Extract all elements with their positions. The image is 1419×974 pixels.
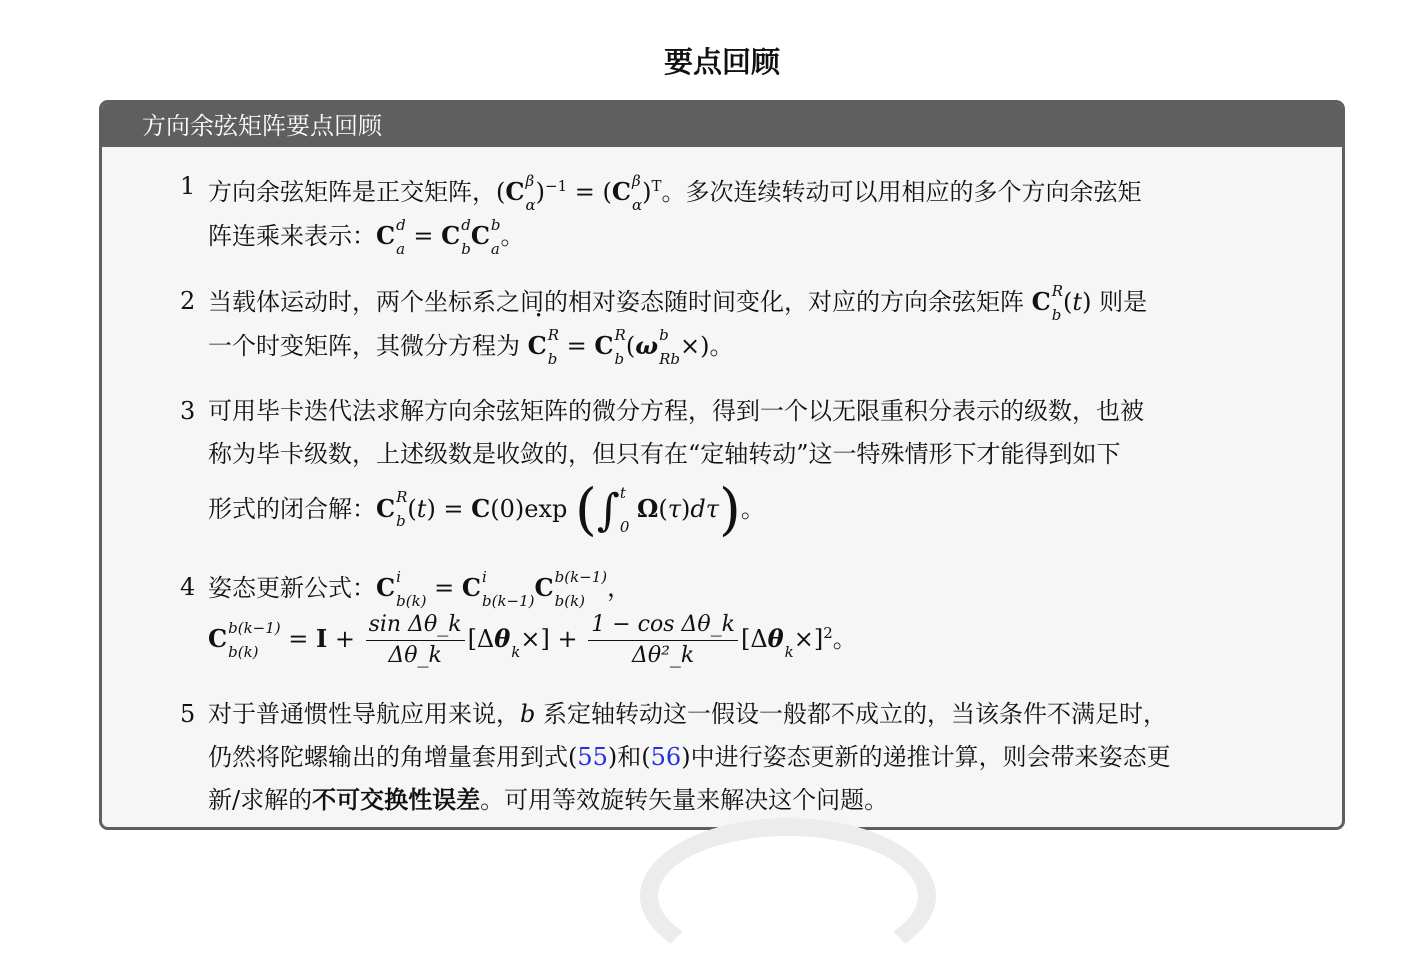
list-item xyxy=(180,390,1310,544)
superscript: −1 xyxy=(545,177,568,195)
upper-limit: t xyxy=(619,484,626,502)
math-base: C xyxy=(505,177,525,206)
text: 。 xyxy=(740,494,765,523)
scripts xyxy=(490,215,501,258)
text: = xyxy=(559,332,595,360)
superscript: b xyxy=(659,325,669,344)
integral-sign: ∫ xyxy=(596,484,620,536)
text: 称为毕卡级数，上述级数是收敛的，但只有在“定轴转动”这一特殊情形下才能得到如下 xyxy=(208,440,1121,468)
list-item xyxy=(180,165,1310,258)
superscript: β xyxy=(631,171,641,190)
text: = xyxy=(426,574,462,602)
subscript: b(k) xyxy=(554,591,586,610)
math-base: C xyxy=(534,573,554,602)
subscript: a xyxy=(490,239,500,258)
math-base: ˙ C xyxy=(528,324,547,367)
text: 方向余弦矩阵是正交矩阵，( xyxy=(208,178,506,206)
superscript: i xyxy=(396,567,401,586)
math-symbol xyxy=(376,488,408,530)
lower-limit: 0 xyxy=(619,518,630,536)
fraction xyxy=(366,610,465,671)
text: ×)。 xyxy=(679,332,734,360)
text: ( xyxy=(658,494,668,523)
text: ， xyxy=(607,574,632,602)
equation-link[interactable]: 56 xyxy=(650,743,682,771)
scripts xyxy=(461,215,471,258)
text: 。 xyxy=(500,222,525,250)
text: 。 xyxy=(832,625,857,653)
math-symbol xyxy=(611,171,643,214)
integral-limits xyxy=(620,476,630,544)
item-text xyxy=(208,700,1171,814)
scripts xyxy=(396,488,408,530)
text: 。多次连续转动可以用相应的多个方向余弦矩 xyxy=(661,178,1142,206)
emphasis: 不可交换性误差 xyxy=(312,786,481,814)
text: 系定轴转动这一假设一般都不成立的，当该条件不满足时， xyxy=(535,700,1168,728)
math-base: θ xyxy=(494,624,511,653)
list-item xyxy=(180,693,1310,822)
denominator: Δθ_k xyxy=(388,643,442,668)
page-title: 要点回顾 xyxy=(663,45,780,79)
scripts xyxy=(614,325,626,368)
superscript: R xyxy=(614,325,626,344)
item-text xyxy=(208,567,857,668)
text: + xyxy=(327,625,363,653)
math-italic: dτ xyxy=(690,494,720,523)
numerator: 1 − cos Δθ_k xyxy=(588,610,738,641)
scripts xyxy=(511,625,521,661)
item-text xyxy=(208,171,1142,258)
math-symbol xyxy=(527,325,560,368)
scripts xyxy=(396,215,406,258)
text: )中进行姿态更新的递推计算，则会带来姿态更 xyxy=(681,743,1171,771)
subscript: b xyxy=(1051,305,1062,324)
scripts xyxy=(547,325,560,368)
text: = ( xyxy=(567,178,612,206)
math-base: ω xyxy=(635,331,659,360)
math-base: C xyxy=(594,331,614,360)
superscript xyxy=(785,620,794,636)
text: 一个时变矩阵，其微分方程为 xyxy=(208,332,528,360)
math-base: C xyxy=(208,624,228,653)
superscript: β xyxy=(525,171,535,190)
scripts xyxy=(525,171,536,214)
math-symbol xyxy=(505,171,536,214)
scripts xyxy=(482,567,535,610)
big-paren: ( xyxy=(575,477,597,542)
math-symbol xyxy=(461,567,535,610)
superscript: b(k−1) xyxy=(554,567,608,586)
item-text xyxy=(208,397,1144,542)
math-symbol xyxy=(376,215,406,258)
math-base: C xyxy=(376,493,396,523)
superscript: b(k−1) xyxy=(228,618,281,637)
text: ) 则是 xyxy=(1082,288,1148,316)
math-base: C xyxy=(470,221,490,250)
math-base: C xyxy=(376,573,396,602)
math-base: C xyxy=(461,573,481,602)
text: 阵连乘来表示： xyxy=(208,222,376,250)
math-bold: I xyxy=(316,624,328,653)
scripts xyxy=(554,567,608,610)
text: 对于普通惯性导航应用来说， xyxy=(208,700,520,728)
math-base: C xyxy=(441,221,461,250)
text: ×] xyxy=(793,625,824,653)
text: = xyxy=(280,625,316,653)
text: ( xyxy=(407,494,417,523)
item-number: 1 xyxy=(180,172,196,200)
text: ) xyxy=(681,494,691,523)
text xyxy=(629,495,637,523)
text: [Δ xyxy=(467,625,495,653)
text: )和( xyxy=(607,743,651,771)
math-italic: t xyxy=(416,494,427,523)
math-bold: C xyxy=(471,493,491,523)
superscript: b xyxy=(490,215,501,234)
math-symbol xyxy=(1031,281,1064,324)
subscript: b(k) xyxy=(228,642,259,661)
fraction xyxy=(588,610,738,671)
list-item xyxy=(180,566,1310,671)
math-bold: Ω xyxy=(637,493,659,523)
subscript: b(k−1) xyxy=(482,591,535,610)
text: 仍然将陀螺输出的角增量套用到式( xyxy=(208,743,578,771)
math-italic: τ xyxy=(667,494,682,523)
text: 。可用等效旋转矢量来解决这个问题。 xyxy=(480,786,889,814)
superscript: T xyxy=(651,177,662,195)
math-symbol xyxy=(594,325,626,368)
superscript: R xyxy=(1051,281,1064,300)
superscript xyxy=(511,620,520,636)
big-paren: ) xyxy=(719,477,741,542)
subscript: α xyxy=(525,195,536,214)
math-symbol xyxy=(441,215,471,258)
summary-box-title: 方向余弦矩阵要点回顾 xyxy=(102,103,1342,147)
scripts xyxy=(631,171,643,214)
scripts xyxy=(228,618,281,661)
superscript: R xyxy=(396,488,408,506)
superscript: d xyxy=(396,215,406,234)
subscript: k xyxy=(784,642,794,661)
text: = xyxy=(405,222,442,250)
math-italic: t xyxy=(1072,288,1083,316)
math-italic: b xyxy=(520,700,536,728)
scripts xyxy=(1051,281,1064,324)
summary-box xyxy=(99,100,1345,830)
scripts xyxy=(396,567,427,610)
text: 当载体运动时，两个坐标系之间的相对姿态随时间变化，对应的方向余弦矩阵 xyxy=(208,288,1032,316)
item-number: 5 xyxy=(180,700,196,728)
text: (0)exp xyxy=(490,494,576,523)
subscript: α xyxy=(631,195,643,214)
math-base: θ xyxy=(767,624,784,653)
math-base: C xyxy=(376,221,396,250)
summary-list xyxy=(180,165,1310,830)
subscript: a xyxy=(396,239,406,258)
text: 新/求解的 xyxy=(208,786,313,814)
scripts xyxy=(659,325,680,368)
text: 形式的闭合解： xyxy=(208,494,376,523)
subscript: k xyxy=(511,642,521,661)
math-symbol xyxy=(470,215,501,258)
text: ) = xyxy=(426,494,472,523)
superscript: i xyxy=(482,567,487,586)
subscript: Rb xyxy=(659,349,680,368)
subscript: b xyxy=(396,512,406,530)
subscript: b xyxy=(461,239,471,258)
denominator: Δθ²_k xyxy=(631,643,695,668)
text: ( xyxy=(1063,288,1073,316)
subscript: b xyxy=(547,349,558,368)
text: ×] + xyxy=(520,625,586,653)
math-base: C xyxy=(611,177,631,206)
item-number: 2 xyxy=(180,287,196,315)
math-symbol xyxy=(208,618,281,661)
math-symbol xyxy=(376,567,427,610)
item-text xyxy=(208,281,1148,368)
math-symbol xyxy=(494,624,521,661)
math-symbol xyxy=(534,567,608,610)
subscript: b(k) xyxy=(396,591,427,610)
scripts xyxy=(784,625,794,661)
text: 可用毕卡迭代法求解方向余弦矩阵的微分方程，得到一个以无限重积分表示的级数，也被 xyxy=(208,397,1144,425)
subscript: b xyxy=(614,349,625,368)
superscript: d xyxy=(461,215,471,234)
list-item xyxy=(180,280,1310,368)
text: 姿态更新公式： xyxy=(208,574,376,602)
numerator: sin Δθ_k xyxy=(366,610,465,641)
math-symbol xyxy=(767,624,794,661)
item-number: 3 xyxy=(180,397,196,425)
text: [Δ xyxy=(740,625,768,653)
math-symbol xyxy=(635,325,680,368)
item-number: 4 xyxy=(180,573,196,601)
text: ) xyxy=(535,178,545,206)
superscript: 2 xyxy=(823,624,833,642)
equation-link[interactable]: 55 xyxy=(577,743,608,771)
watermark-arc xyxy=(640,818,936,974)
text: ) xyxy=(642,178,652,206)
text: ( xyxy=(625,332,636,360)
superscript: R xyxy=(547,325,560,344)
math-base: C xyxy=(1031,287,1051,316)
